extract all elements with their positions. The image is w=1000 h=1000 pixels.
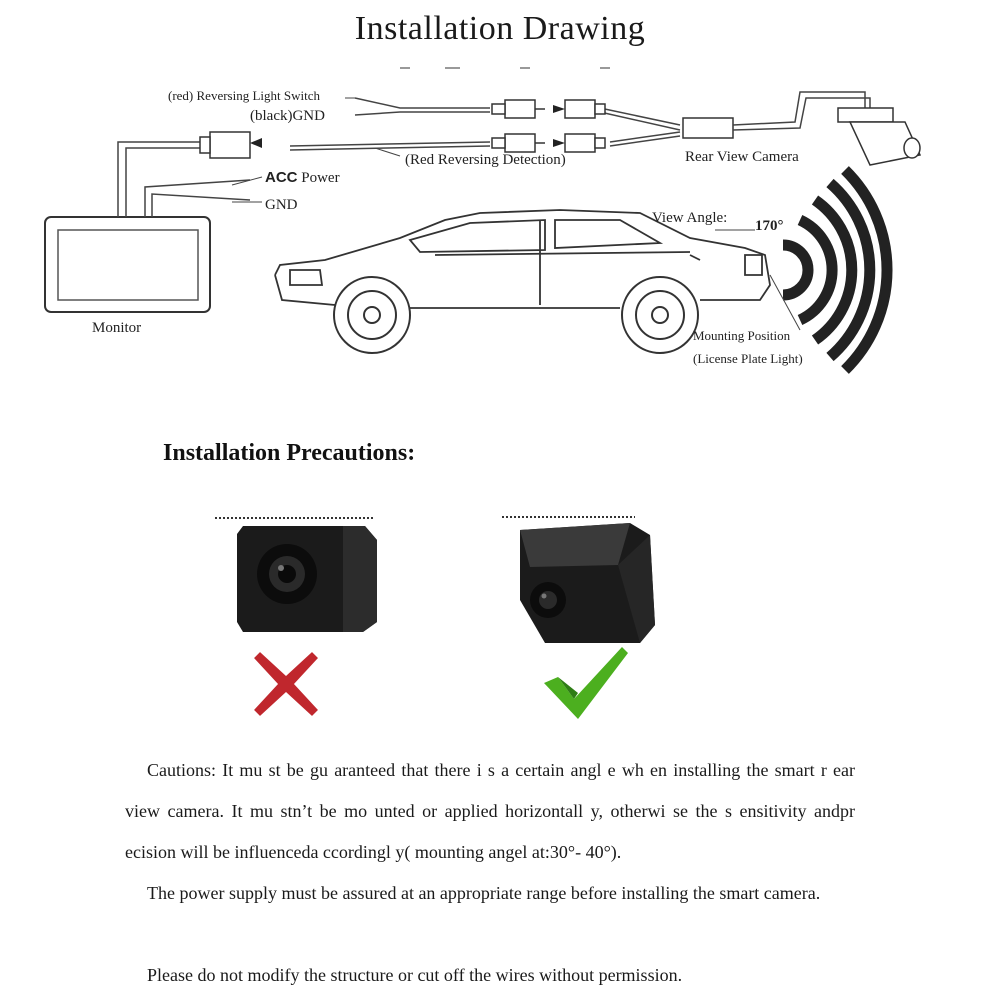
monitor-connector-icon: [200, 132, 250, 158]
view-angle-label: View Angle:: [652, 210, 728, 226]
junction-box-icon: [683, 118, 733, 138]
installation-diagram: [0, 60, 1000, 400]
power-label: Power: [297, 170, 340, 186]
power-paragraph: [125, 873, 855, 914]
page-title: Installation Drawing: [354, 10, 646, 47]
monitor-label: Monitor: [92, 320, 142, 336]
front-wheel-icon: [334, 277, 410, 353]
switch-connector-icon: [492, 100, 605, 118]
permission-paragraph: [125, 955, 855, 996]
power-text: The power supply must be assured at an appropriate range before installing the smart camera.: [147, 883, 821, 903]
detection-connector-icon: [492, 134, 605, 152]
acc-power-label: [265, 169, 340, 186]
camera-horizontal-photo: [215, 510, 395, 640]
check-mark-icon: [540, 643, 630, 723]
mounting-position-label: Mounting Position: [693, 328, 791, 343]
rear-camera-icon: [838, 108, 920, 165]
acc-label: ACC: [265, 169, 298, 186]
caution-paragraph: [125, 750, 855, 873]
red-switch-label: (red) Reversing Light Switch: [168, 88, 320, 103]
permission-text: Please do not modify the structure or cut off the wires without permission.: [147, 965, 683, 985]
black-gnd-label: (black)GND: [250, 108, 325, 124]
view-angle-arcs: [783, 170, 887, 370]
angle-value-label: 170°: [755, 218, 784, 234]
gnd-label: GND: [265, 197, 298, 213]
rear-camera-label: Rear View Camera: [685, 149, 799, 165]
camera-tilted-photo: [500, 505, 670, 650]
monitor-icon: [45, 217, 210, 312]
caution-text: Cautions: It mu st be gu aranteed that there i s a certain angl e wh en installing the smart r ear view camera. It mu stn’t be mo unted or applied horizontall y, otherwi se the s ensitivity andpr ecision will be influenceda ccordingl y( mounting angel at:30°- 40°).: [125, 760, 855, 862]
license-plate-label: (License Plate Light): [693, 351, 803, 366]
rear-wheel-icon: [622, 277, 698, 353]
red-detection-label: (Red Reversing Detection): [405, 152, 566, 168]
precautions-heading: Installation Precautions:: [163, 440, 416, 466]
cross-mark-icon: [250, 648, 322, 720]
